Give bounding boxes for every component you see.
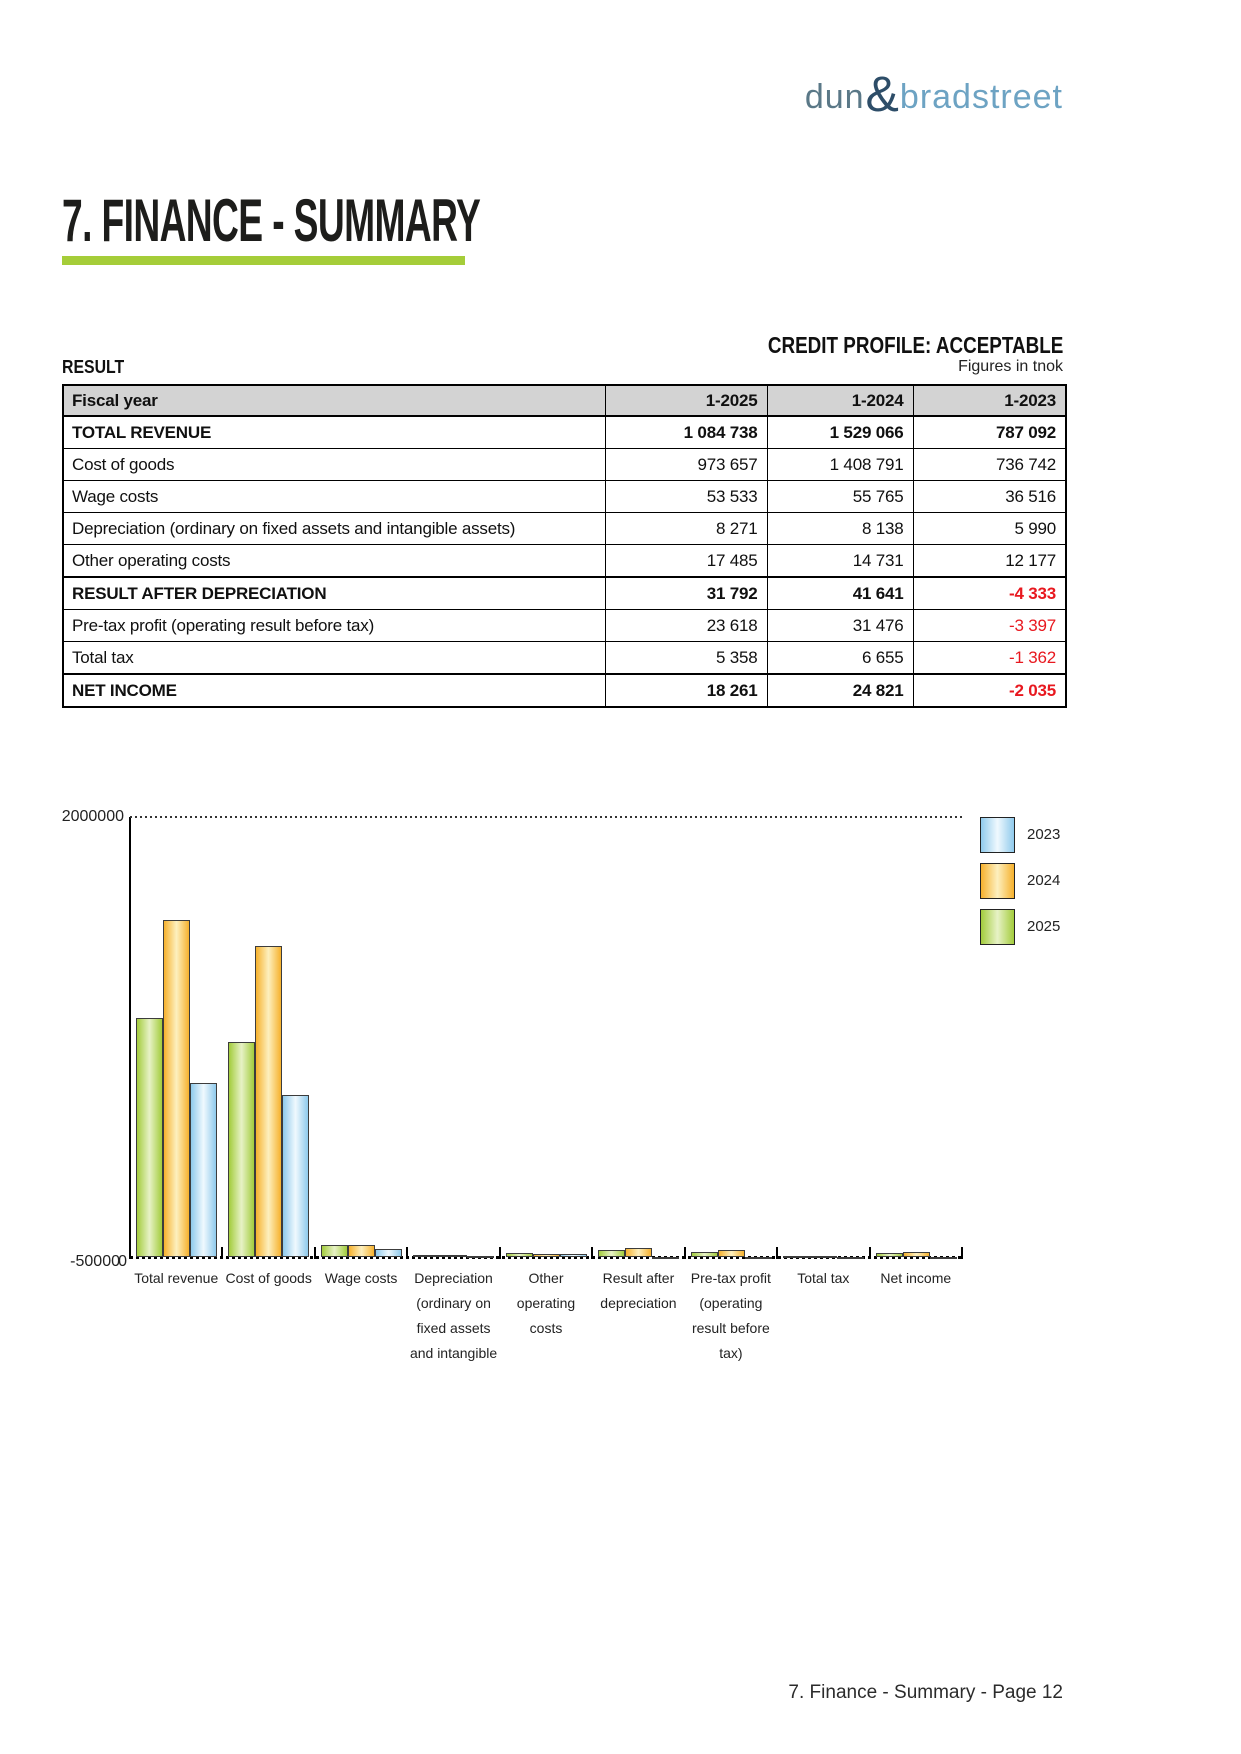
x-axis-tick [961, 1247, 963, 1259]
chart-bar-2024 [440, 1255, 467, 1257]
x-axis-category-label: Pre-tax profit (operating result before tax) [690, 1270, 771, 1361]
value-cell: 41 641 [767, 577, 913, 610]
y-axis-label-top: 2000000 [61, 808, 124, 825]
figures-unit-note: Figures in tnok [958, 358, 1063, 375]
value-cell: 1 084 738 [605, 416, 767, 449]
result-section-label: RESULT [62, 357, 125, 377]
chart-bar-2023 [745, 1257, 772, 1259]
value-cell: 736 742 [913, 449, 1066, 481]
legend-label-2024: 2024 [1027, 872, 1061, 889]
x-axis-tick [776, 1247, 778, 1259]
legend-label-2023: 2023 [1027, 826, 1061, 843]
value-cell: 6 655 [767, 642, 913, 675]
chart-bar-2025 [876, 1253, 903, 1257]
x-axis-tick [221, 1247, 223, 1259]
value-cell: 787 092 [913, 416, 1066, 449]
value-cell: -2 035 [913, 674, 1066, 707]
column-header: 1-2025 [605, 385, 767, 416]
value-cell: 8 271 [605, 513, 767, 545]
value-cell: -4 333 [913, 577, 1066, 610]
value-cell: 23 618 [605, 610, 767, 642]
legend-swatch-2023 [980, 817, 1015, 853]
y-axis-label-zero: 0 [118, 1253, 127, 1270]
row-label-cell: TOTAL REVENUE [63, 416, 605, 449]
row-label-cell: Total tax [63, 642, 605, 675]
chart-bar-2025 [691, 1252, 718, 1257]
x-axis-tick [684, 1247, 686, 1259]
chart-bar-2025 [783, 1256, 810, 1258]
legend-swatch-2024 [980, 863, 1015, 899]
value-cell: 1 529 066 [767, 416, 913, 449]
x-axis-tick [406, 1247, 408, 1259]
x-axis-category-label: Cost of goods [225, 1270, 312, 1286]
x-axis-tick [591, 1247, 593, 1259]
chart-bar-2023 [930, 1257, 957, 1259]
value-cell: -1 362 [913, 642, 1066, 675]
x-axis-category-label: Total revenue [134, 1270, 219, 1286]
value-cell: 31 792 [605, 577, 767, 610]
x-axis-tick [314, 1247, 316, 1259]
value-cell: -3 397 [913, 610, 1066, 642]
chart-bar-2024 [255, 946, 282, 1257]
value-cell: 18 261 [605, 674, 767, 707]
chart-bar-2025 [506, 1253, 533, 1257]
row-label-cell: RESULT AFTER DEPRECIATION [63, 577, 605, 610]
row-label-cell: NET INCOME [63, 674, 605, 707]
legend-swatch-2025 [980, 909, 1015, 945]
chart-bar-2024 [625, 1248, 652, 1257]
value-cell: 14 731 [767, 545, 913, 578]
row-label-cell: Wage costs [63, 481, 605, 513]
chart-bar-2023 [467, 1256, 494, 1258]
legend-label-2025: 2025 [1027, 918, 1061, 935]
value-cell: 5 990 [913, 513, 1066, 545]
credit-profile-heading: CREDIT PROFILE: ACCEPTABLE [767, 332, 1063, 358]
logo-ampersand-icon: & [865, 66, 899, 122]
value-cell: 5 358 [605, 642, 767, 675]
value-cell: 53 533 [605, 481, 767, 513]
chart-bar-2023 [837, 1257, 864, 1259]
chart-bar-2024 [903, 1252, 930, 1257]
x-axis-category-label: Depreciation (ordinary on fixed assets and intangible [409, 1270, 498, 1361]
chart-bar-2023 [375, 1249, 402, 1257]
value-cell: 31 476 [767, 610, 913, 642]
x-axis-category-label: Other operating costs [516, 1270, 576, 1336]
column-header: 1-2024 [767, 385, 913, 416]
value-cell: 55 765 [767, 481, 913, 513]
value-cell: 17 485 [605, 545, 767, 578]
chart-bar-2023 [190, 1083, 217, 1257]
page-footer: 7. Finance - Summary - Page 12 [788, 1682, 1063, 1703]
row-label-cell: Pre-tax profit (operating result before tax) [63, 610, 605, 642]
value-cell: 36 516 [913, 481, 1066, 513]
gridline-2000000 [130, 816, 962, 818]
x-axis-category-label: Total tax [797, 1270, 850, 1286]
value-cell: 12 177 [913, 545, 1066, 578]
value-cell: 24 821 [767, 674, 913, 707]
row-label-cell: Cost of goods [63, 449, 605, 481]
value-cell: 1 408 791 [767, 449, 913, 481]
value-cell: 8 138 [767, 513, 913, 545]
page-title: 7. FINANCE - SUMMARY [62, 187, 481, 254]
chart-bar-2024 [348, 1245, 375, 1257]
logo-word-dun: dun [804, 78, 865, 116]
y-axis-label-min: -50000 [70, 1253, 120, 1270]
chart-bar-2023 [560, 1254, 587, 1257]
chart-bar-2025 [136, 1018, 163, 1257]
chart-bar-2025 [413, 1255, 440, 1257]
y-axis-line [129, 817, 131, 1259]
x-axis-category-label: Wage costs [324, 1270, 398, 1286]
x-axis-category-label: Net income [880, 1270, 952, 1286]
x-axis-tick [499, 1247, 501, 1259]
chart-bar-2024 [533, 1254, 560, 1257]
row-label-cell: Depreciation (ordinary on fixed assets and intangible assets) [63, 513, 605, 545]
value-cell: 973 657 [605, 449, 767, 481]
column-header: Fiscal year [63, 385, 605, 416]
chart-bar-2023 [282, 1095, 309, 1257]
x-axis-tick [869, 1247, 871, 1259]
x-axis-category-label: Result after depreciation [600, 1270, 677, 1311]
chart-bar-2025 [228, 1042, 255, 1257]
chart-bar-2023 [652, 1257, 679, 1259]
logo-word-bradstreet: bradstreet [899, 78, 1063, 116]
chart-bar-2024 [718, 1250, 745, 1257]
chart-bar-2025 [321, 1245, 348, 1257]
chart-bar-2024 [810, 1256, 837, 1258]
row-label-cell: Other operating costs [63, 545, 605, 578]
chart-bar-2025 [598, 1250, 625, 1257]
chart-bar-2024 [163, 920, 190, 1257]
column-header: 1-2023 [913, 385, 1066, 416]
